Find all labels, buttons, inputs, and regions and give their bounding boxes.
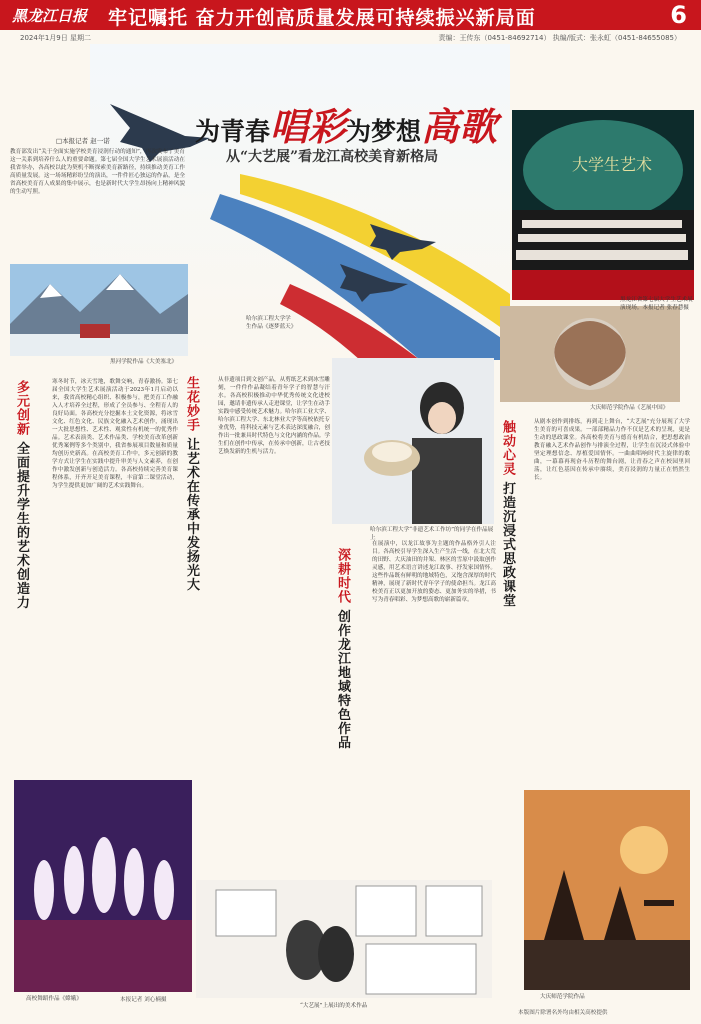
- section-4-heading: 触动心灵: [500, 420, 515, 476]
- sculpture-photo: [500, 306, 680, 402]
- dancers-credit: 本报记者 刘心楠摄: [120, 997, 167, 1003]
- section-2-title: [184, 376, 199, 606]
- page-number: 6: [670, 1, 687, 29]
- headline-part2: 为梦想: [346, 117, 422, 146]
- masthead-banner: [0, 0, 701, 30]
- sculpture-caption: 大庆师范学院作品《艺展中国》: [590, 405, 669, 411]
- intro-text: 教育部发出“关于全面实施学校美育浸润行动的通知”，再次发布了美育这一关系到培养什么人的重要命题。第七届全国大学生艺术展演活动在我省举办，各高校以此为契机不断探索美育新路径，持续推动美育工作高质量发展。这一场场精彩纷呈的演出，一件件匠心独运的作品，是全省高校美育育人成果的集中展示，也是新时代大学生昂扬向上精神风貌的生动写照。: [10, 149, 185, 195]
- section-3-title: [335, 548, 350, 788]
- oilfield-caption: 大庆师范学院作品: [540, 994, 585, 1000]
- byline: □本报记者 赵一诺: [56, 137, 110, 145]
- date-bar: [0, 30, 701, 44]
- section-2-subheading: 让艺术在传承中发扬光大: [184, 437, 199, 592]
- newspaper-logo: 黑龙江日报: [12, 7, 88, 25]
- masthead-headline: 牢记嘱托 奋力开创高质量发展可持续振兴新局面: [108, 7, 536, 29]
- headline-part1: 为青春: [195, 117, 271, 146]
- headline-emph1: 唱彩: [270, 104, 347, 149]
- section-4-body: 从剧本创作到排练，再到走上舞台，“大艺展”充分展现了大学生美育的可喜成果。一部部精品力作不仅是艺术的呈现，更是生动的思政课堂。各高校将美育与德育有机结合，把思想政治教育融入艺术作品创作与排演全过程，让学生在沉浸式体验中坚定理想信念、厚植爱国情怀。一曲曲唱响时代主旋律的歌曲，一幕幕再现奋斗历程的舞台剧，让青春之声在校园里回荡，让红色基因在传承中赓续，美育浸润的力量正在悄然生长。: [534, 419, 690, 481]
- section-3-heading: 深耕时代: [335, 548, 350, 604]
- section-2-heading: 生花妙手: [184, 376, 199, 432]
- section-1-body: 寒冬时节，冰天雪地，歌舞交响，青春激扬。第七届全国大学生艺术展演活动于2023年1月启动以来，我省高校精心组织、积极参与，把美育工作融入人才培养全过程，形成了全员参与、全程育人的良好局面。各高校充分挖掘本土文化资源，将冰雪文化、红色文化、民族文化融入艺术创作，涌现出一大批思想性、艺术性、观赏性有机统一的优秀作品。艺术表演类、艺术作品类、学校美育改革创新优秀案例等多个类别中，我省参展项目数量和质量均创历史新高。在高校美育工作中，多元创新的教学方式让学生在实践中提升审美与人文素养，在创作中激发创新与创造活力。各高校持续完善美育课程体系，开齐开足美育课程，丰富第二课堂活动，为学生提供更加广阔的艺术实践舞台。: [52, 379, 178, 489]
- dancers-caption: 高校舞蹈作品《嫦娥》: [26, 996, 82, 1002]
- headline-emph2: 高歌: [421, 104, 498, 149]
- concert-photo: [512, 110, 694, 300]
- sub-headline: 从“大艺展”看龙江高校美育新格局: [226, 149, 439, 165]
- section-1-heading: 多元创新: [14, 380, 29, 436]
- section-1-subheading: 全面提升学生的艺术创造力: [14, 441, 29, 610]
- section-2-body: 从非遗项目到文创产品，从剪纸艺术到冰雪雕刻，一件件作品凝结着青年学子的智慧与汗水。各高校积极推动中华优秀传统文化进校园，邀请非遗传承人走进课堂，让学生在动手实践中感受传统艺术魅力。哈尔滨工业大学、哈尔滨工程大学、东北林业大学等高校依托专业优势，将科技元素与艺术表达深度融合，创作出一批兼具时代特色与文化内涵的作品。学生们在创作中传承，在传承中创新，让古老技艺焕发新的生机与活力。: [218, 377, 330, 455]
- exhibition-caption: “大艺展”上展出的美术作品: [300, 1003, 368, 1009]
- dancers-photo: [14, 780, 192, 992]
- concert-caption: 黑龙江省第七届大学生艺术展演现场。本报记者 张春慧摄: [620, 297, 693, 311]
- planes-caption: 哈尔滨工程大学学生作品《逐梦蓝天》: [246, 316, 297, 330]
- main-headline: [195, 96, 497, 151]
- section-4-title: [500, 420, 515, 620]
- student-caption: 哈尔滨工程大学“非遗艺术工作坊”的同学在作品展上: [370, 527, 494, 541]
- editor-credits: 责编：王传东（0451-84692714） 执编/版式：张永虹（0451-84655085）: [438, 34, 681, 42]
- photo-source-credit: 本版图片除署名外均由相关高校提供: [518, 1010, 608, 1016]
- svg-text:大学生艺术: 大学生艺术: [572, 155, 653, 174]
- landscape-caption: 黑河学院作品《大美塞北》: [110, 359, 178, 365]
- exhibition-photo: [196, 880, 492, 998]
- student-photo: [332, 358, 494, 524]
- section-4-subheading: 打造沉浸式思政课堂: [500, 481, 515, 608]
- section-3-subheading: 创作龙江地域特色作品: [335, 609, 350, 750]
- issue-date: 2024年1月9日 星期二: [20, 34, 91, 42]
- section-1-title: [14, 380, 29, 610]
- oilfield-photo: [524, 790, 690, 990]
- landscape-photo: [10, 264, 188, 356]
- section-3-body: 在展演中，以龙江故事为主题的作品格外引人注目。各高校引导学生深入生产生活一线，在北大荒的田野、大庆油田的井架、林区的雪原中汲取创作灵感，用艺术语言讲述龙江故事、抒发家国情怀。这些作品既有鲜明的地域特色，又饱含深厚的时代精神，展现了新时代青年学子的使命担当。龙江高校美育正以更加开放的姿态、更加务实的举措，书写为青春唱彩、为梦想高歌的崭新篇章。: [372, 541, 496, 603]
